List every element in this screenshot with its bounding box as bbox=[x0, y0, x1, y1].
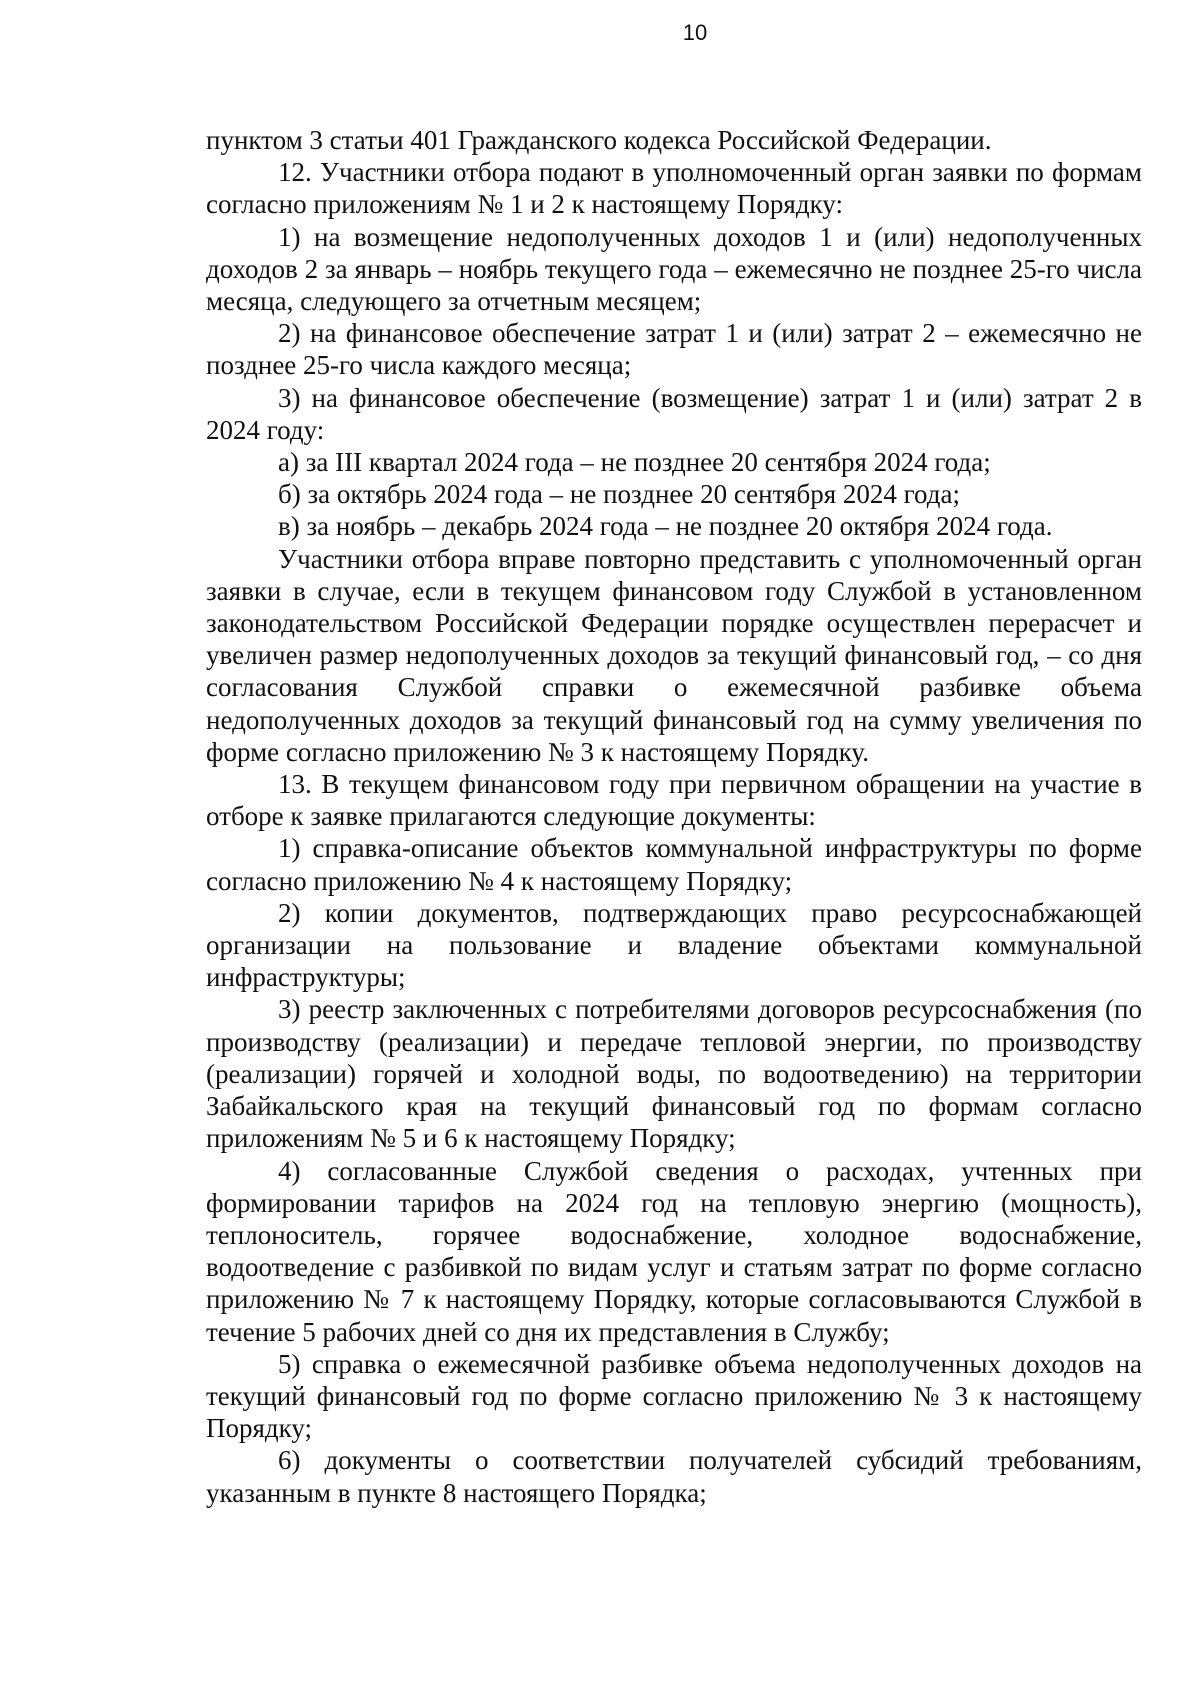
paragraph-12-sub-3b: б) за октябрь 2024 года – не позднее 20 сентября 2024 года; bbox=[278, 479, 960, 510]
page-number: 10 bbox=[682, 20, 708, 45]
paragraph-13-sub-4: 4) согласованные Службой сведения о расходах, учтенных при формировании тарифов на 2024 год на тепловую энергию (мощность), теплоноситель, горячее водоснабжение, холодное водоснабжение, водоотведение с разбивкой по видам услуг и статьям затрат по форме согласно приложению № 7 к настоящему Порядку, которые согласовываются Службой в течение 5 рабочих дней со дня их представления в Службу; bbox=[206, 1155, 1142, 1347]
paragraph-13-sub-6: 6) документы о соответствии получателей субсидий требованиям, указанным в пункте 8 настоящего Порядка; bbox=[206, 1445, 1142, 1508]
paragraph-12-sub-3a: а) за III квартал 2024 года – не позднее 20 сентября 2024 года; bbox=[278, 447, 991, 478]
paragraph-12-sub-1: 1) на возмещение недополученных доходов 1 и (или) недополученных доходов 2 за январь – ноябрь текущего года – ежемесячно не позднее 25-го числа месяца, следующего за отчетным месяцем; bbox=[206, 221, 1142, 317]
paragraph-item-13: 13. В текущем финансовом году при первичном обращении на участие в отборе к заявке прилагаются следующие документы: bbox=[206, 769, 1142, 832]
paragraph-12-sub-2: 2) на финансовое обеспечение затрат 1 и (или) затрат 2 – ежемесячно не позднее 25-го числа каждого месяца; bbox=[206, 318, 1142, 381]
paragraph-13-sub-1: 1) справка-описание объектов коммунальной инфраструктуры по форме согласно приложению № 4 к настоящему Порядку; bbox=[206, 833, 1142, 896]
paragraph-13-sub-3: 3) реестр заключенных с потребителями договоров ресурсоснабжения (по производству (реализации) и передаче тепловой энергии, по производству (реализации) горячей и холодной воды, по водоотведению) на территории Забайкальского края на текущий финансовый год по формам согласно приложениям № 5 и 6 к настоящему Порядку; bbox=[206, 994, 1142, 1154]
paragraph-12-sub-3c: в) за ноябрь – декабрь 2024 года – не позднее 20 октября 2024 года. bbox=[278, 511, 1053, 542]
paragraph-13-sub-2: 2) копии документов, подтверждающих право ресурсоснабжающей организации на пользование и владение объектами коммунальной инфраструктуры; bbox=[206, 897, 1142, 993]
paragraph-13-sub-5: 5) справка о ежемесячной разбивке объема недополученных доходов на текущий финансовый год по форме согласно приложению № 3 к настоящему Порядку; bbox=[206, 1348, 1142, 1444]
paragraph-12-sub-3: 3) на финансовое обеспечение (возмещение) затрат 1 и (или) затрат 2 в 2024 году: bbox=[206, 382, 1142, 445]
paragraph-12-resubmission: Участники отбора вправе повторно представить с уполномоченный орган заявки в случае, если в текущем финансовом году Службой в установленном законодательством Российской Федерации порядке осуществлен перерасчет и увеличен размер недополученных доходов за текущий финансовый год, – со дня согласования Службой справки о ежемесячной разбивке объема недополученных доходов за текущий финансовый год на сумму увеличения по форме согласно приложению № 3 к настоящему Порядку. bbox=[206, 543, 1142, 767]
paragraph-item-12: 12. Участники отбора подают в уполномоченный орган заявки по формам согласно приложениям № 1 и 2 к настоящему Порядку: bbox=[206, 157, 1142, 220]
document-body bbox=[206, 124, 1142, 1509]
paragraph-continuation: пунктом 3 статьи 401 Гражданского кодекса Российской Федерации. bbox=[206, 125, 992, 155]
